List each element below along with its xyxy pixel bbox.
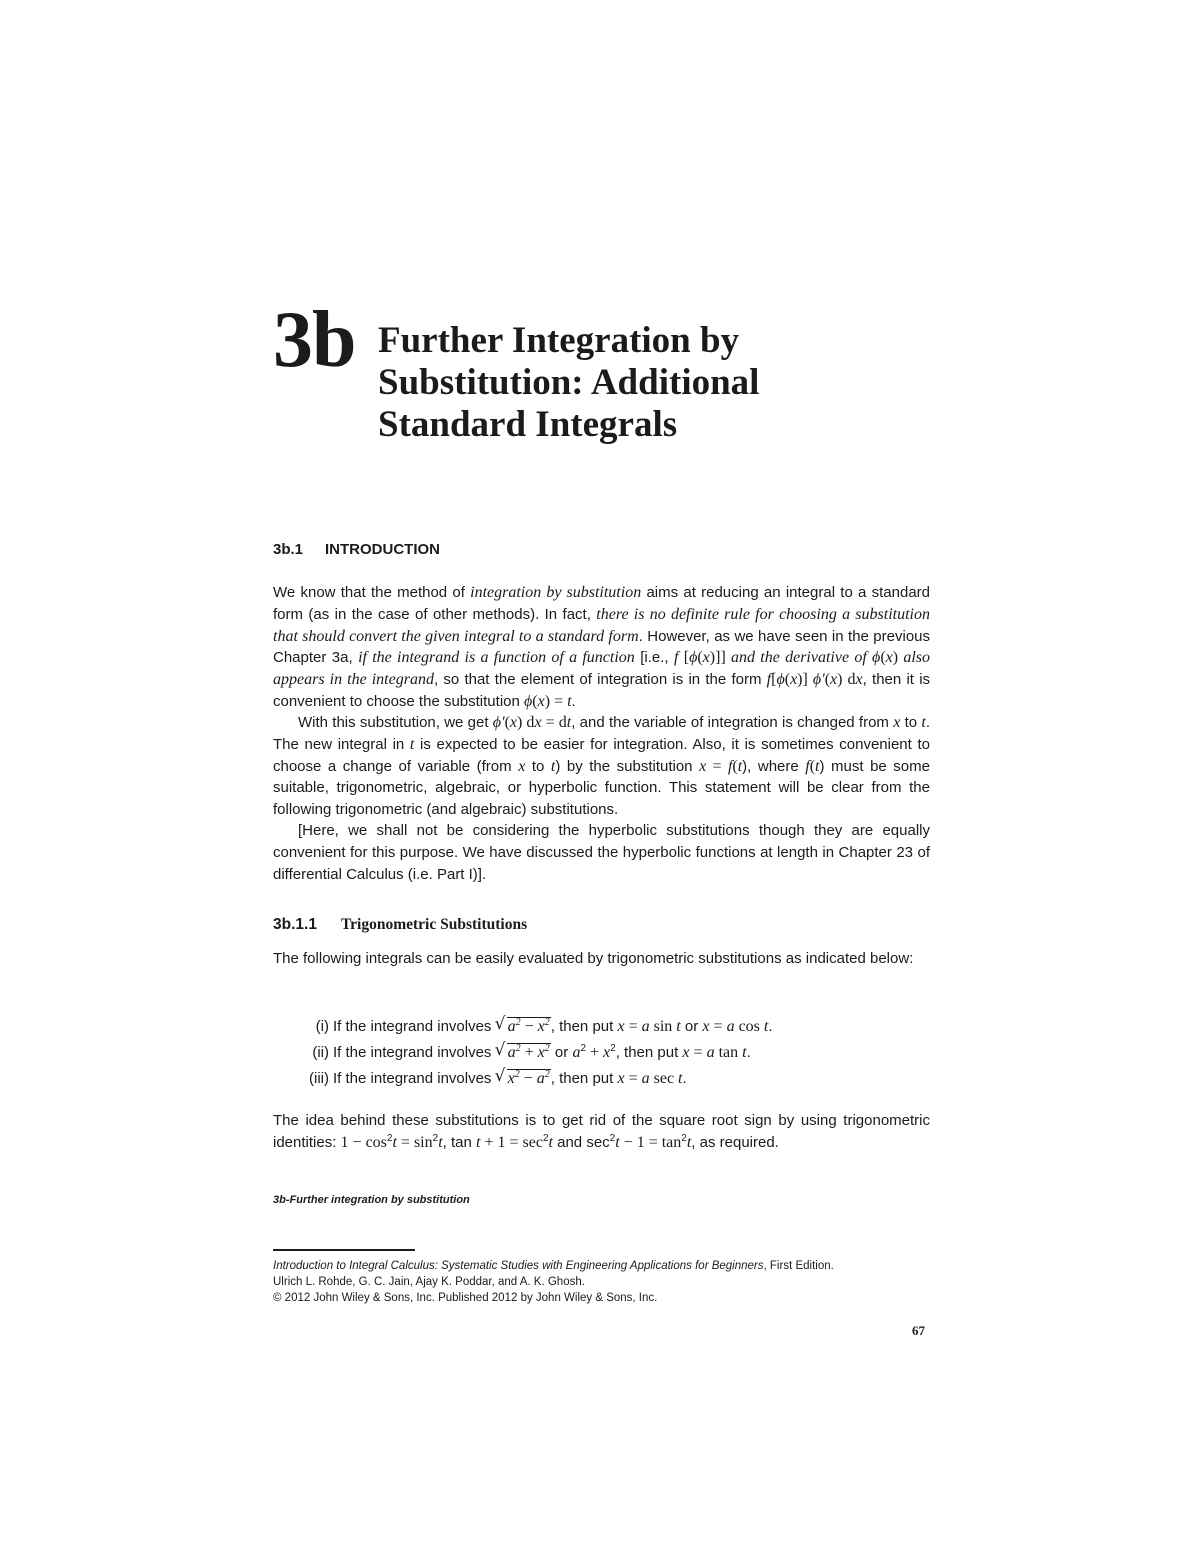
chapter-title [378, 320, 759, 446]
chapter-number: 3b [273, 296, 356, 384]
list-item: (iii) If the integrand involves √ $x^2 - a^2$, then put x = a sec t. [273, 1066, 930, 1092]
footnote-authors: Ulrich L. Rohde, G. C. Jain, Ajay K. Poddar, and A. K. Ghosh. [273, 1276, 585, 1288]
list-marker: (iii) [309, 1070, 329, 1087]
subsection-number: 3b.1.1 [273, 916, 317, 933]
chapter-title-line: Further Integration by [378, 320, 740, 361]
subsection-heading [273, 916, 527, 934]
list-marker: (ii) [312, 1044, 329, 1061]
paragraph-intro: We know that the method of integration by substitution aims at reducing an integral to a standard form (as in the case of other methods). In fact, there is no definite rule for choosing a substitution that should convert the given integral to a standard form. However, as we have seen in the previous Chapter 3a, if the integrand is a function of a function [i.e., f [ϕ(x)]] and the derivative of ϕ(x) also appears in the integrand, so that the element of integration is in the form f[ϕ(x)] ϕ′(x) dx, then it is convenient to choose the substitution ϕ(x) = t. [273, 584, 931, 710]
paragraph-hyperbolic-note: [Here, we shall not be considering the hyperbolic substitutions though they are equally convenient for this purpose. We have discussed the hyperbolic functions at length in Chapter 23 of differential Calculus (i.e. Part I)]. [273, 822, 930, 883]
list-item: (i) If the integrand involves √ $a^2 - x^2$, then put x = a sin t or x = a cos t. [273, 1014, 930, 1040]
list-item: (ii) If the integrand involves √ $a^2 + x^2$ or $a^2 + x^2$, then put x = a tan t. [273, 1040, 930, 1066]
chapter-title-line: Substitution: Additional [378, 362, 760, 403]
subsection-title: Trigonometric Substitutions [340, 916, 528, 933]
page-number: 67 [912, 1323, 925, 1338]
square-root: √ $a^2 + x^2$ [496, 1040, 551, 1066]
section-title: INTRODUCTION [325, 541, 441, 558]
substitution-list [273, 1014, 930, 1092]
section-heading [273, 541, 440, 558]
square-root: √ $x^2 - a^2$ [496, 1066, 551, 1092]
chapter-title-line: Standard Integrals [378, 404, 678, 445]
list-marker: (i) [315, 1018, 329, 1035]
paragraph-trig-intro: The following integrals can be easily evaluated by trigonometric substitutions as indicated below: [273, 950, 914, 967]
square-root: √ $a^2 - x^2$ [496, 1014, 551, 1040]
section-number: 3b.1 [273, 541, 304, 558]
paragraph-substitution: With this substitution, we get ϕ′(x) dx = dt, and the variable of integration is changed from x to t. The new integral in t is expected to be easier for integration. Also, it is sometimes convenient to choose a change of variable (from x to t) by the substitution x = f(t), where f(t) must be some suitable, trigonometric, algebraic, or hyperbolic function. This statement will be clear from the following trigonometric (and algebraic) substitutions. [273, 714, 931, 819]
footnote-copyright: © 2012 John Wiley & Sons, Inc. Published 2012 by John Wiley & Sons, Inc. [273, 1292, 658, 1304]
footnote-divider [273, 1249, 415, 1251]
footnote-book-title: Introduction to Integral Calculus: Systematic Studies with Engineering Applications for Beginners, First Edition. [273, 1260, 834, 1272]
paragraph-identities: The idea behind these substitutions is to get rid of the square root sign by using trigonometric identities: $1 - \cos^2t = \sin^2t$, $\tan t + 1 = \sec^2t$ and $\sec^2t - 1 = \tan^2t$, as required. [273, 1112, 930, 1151]
running-footer-tag: 3b-Further integration by substitution [273, 1194, 470, 1206]
